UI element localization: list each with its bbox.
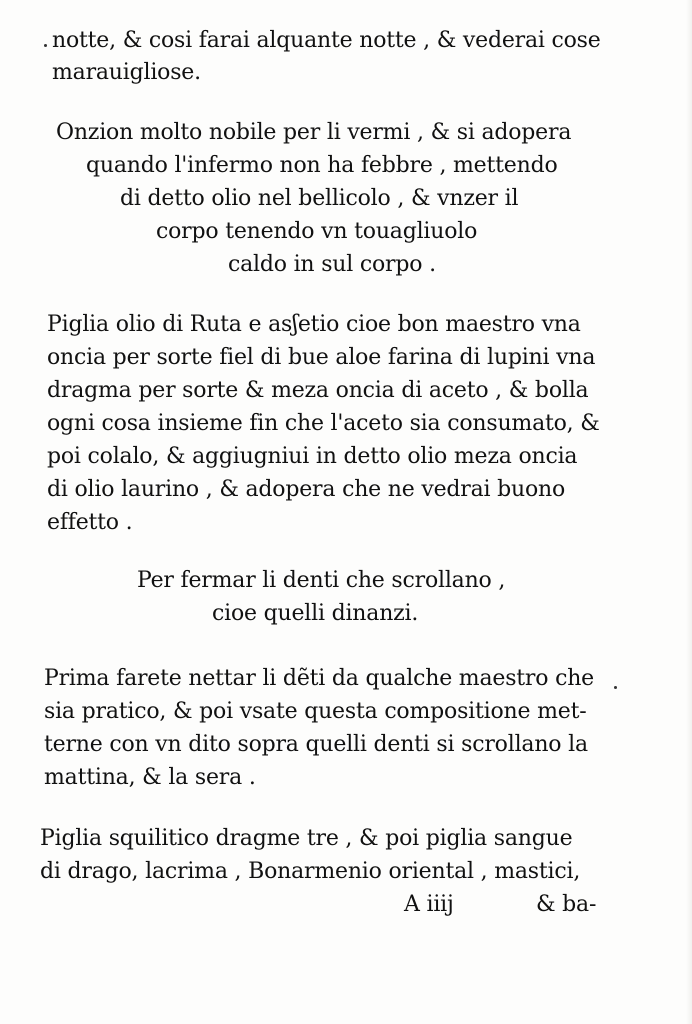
section-heading: Per fermar li denti che scrollano , [137,568,506,593]
page-edge-shadow [686,0,692,1024]
text-line: mattina, & la sera . [44,765,256,790]
text-line: oncia per sorte fiel di bue aloe farina di lupini vna [47,345,596,370]
text-line: Piglia squilitico dragme tre , & poi piglia sangue [40,826,573,851]
text-line: poi colalo, & aggiugniui in detto olio meza oncia [47,444,578,469]
catchword: & ba- [536,892,597,917]
ink-speck [44,44,47,47]
text-line: terne con vn dito sopra quelli denti si scrollano la [44,732,588,757]
section-heading: cioe quelli dinanzi. [212,601,419,626]
text-line: ogni cosa insieme fin che l'aceto sia consumato, & [47,411,600,436]
text-line: effetto . [47,510,133,535]
ink-speck [614,686,617,689]
text-line: marauigliose. [52,60,201,85]
text-line: sia pratico, & poi vsate questa compositione met- [44,699,587,724]
text-line: notte, & cosi farai alquante notte , & vederai cose [52,28,601,53]
text-line: di detto olio nel bellicolo , & vnzer il [120,186,519,211]
text-line: corpo tenendo vn touagliuolo [156,219,478,244]
text-line: Piglia olio di Ruta e asʃetio cioe bon maestro vna [47,312,581,337]
text-line: quando l'infermo non ha febbre , mettendo [86,153,558,178]
text-line: Prima farete nettar li dẽti da qualche maestro che [44,666,595,691]
text-line: Onzion molto nobile per li vermi , & si adopera [56,120,572,145]
signature-mark: A iiij [404,892,454,917]
text-line: di olio laurino , & adopera che ne vedrai buono [47,477,566,502]
text-line: dragma per sorte & meza oncia di aceto , & bolla [47,378,589,403]
text-line: caldo in sul corpo . [228,252,436,277]
text-line: di drago, lacrima , Bonarmenio oriental , mastici, [40,859,581,884]
